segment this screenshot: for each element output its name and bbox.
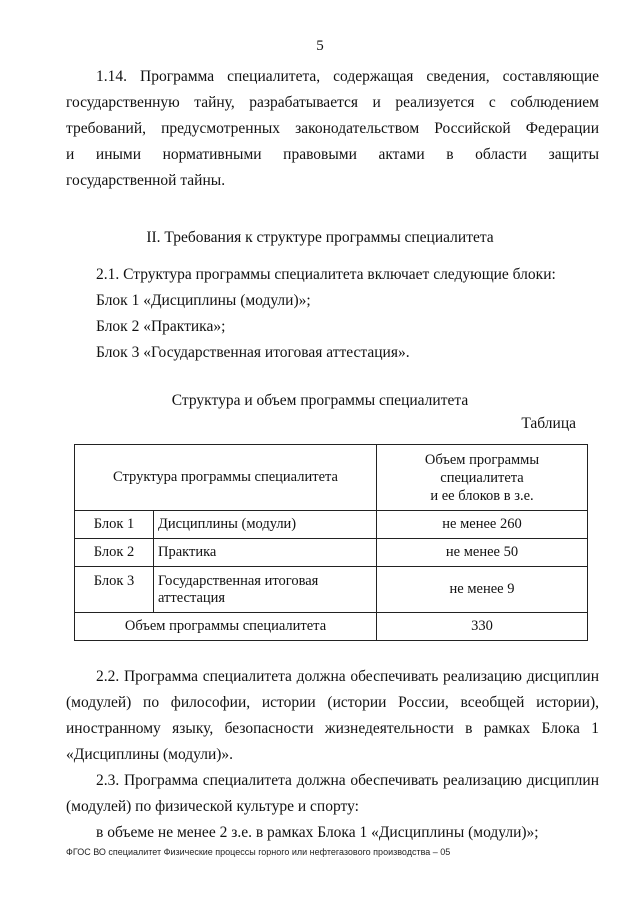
text-line: Блок 1 «Дисциплины (модули)»; xyxy=(96,292,311,309)
text-line: «Дисциплины (модули)». xyxy=(66,746,234,763)
text-line: (модулей) по философии, истории (истории России, всеобщей истории), xyxy=(66,694,599,711)
paragraph-1-14 xyxy=(66,64,599,194)
table-total-row xyxy=(75,613,588,641)
paragraph-2-3 xyxy=(66,768,599,846)
text-line: (модулей) по физической культуре и спорту: xyxy=(66,798,359,815)
row-volume: не менее 260 xyxy=(377,511,588,539)
row-block: Блок 1 xyxy=(75,511,154,539)
header-volume-line: и ее блоков в з.е. xyxy=(430,487,534,504)
row-block: Блок 3 xyxy=(75,567,154,613)
header-volume xyxy=(377,445,588,511)
header-structure: Структура программы специалитета xyxy=(75,445,377,511)
text-line: требований, предусмотренных законодательством Российской Федерации xyxy=(66,120,599,137)
table-row xyxy=(75,539,588,567)
header-volume-line: специалитета xyxy=(440,469,524,486)
text-line: Блок 3 «Государственная итоговая аттестация». xyxy=(96,344,410,361)
table-row xyxy=(75,567,588,613)
text-line: иностранному языку, безопасности жизнедеятельности в рамках Блока 1 xyxy=(66,720,599,737)
table-label: Таблица xyxy=(521,415,576,432)
text-line: Блок 2 «Практика»; xyxy=(96,318,226,335)
structure-table xyxy=(74,444,588,641)
text-line: 2.2. Программа специалитета должна обеспечивать реализацию дисциплин xyxy=(96,668,599,685)
row-name: Дисциплины (модули) xyxy=(154,511,377,539)
table-row xyxy=(75,511,588,539)
total-label: Объем программы специалитета xyxy=(75,613,377,641)
section-heading: II. Требования к структуре программы специалитета xyxy=(146,229,494,246)
row-block: Блок 2 xyxy=(75,539,154,567)
paragraph-2-2 xyxy=(66,664,599,768)
footer-note: ФГОС ВО специалитет Физические процессы горного или нефтегазового производства – 05 xyxy=(66,847,451,857)
text-line: 2.3. Программа специалитета должна обеспечивать реализацию дисциплин xyxy=(96,772,599,789)
table-title: Структура и объем программы специалитета xyxy=(171,392,469,409)
row-volume: не менее 50 xyxy=(377,539,588,567)
text-line: 2.1. Структура программы специалитета включает следующие блоки: xyxy=(96,266,556,283)
page-number: 5 xyxy=(316,38,324,54)
header-volume-line: Объем программы xyxy=(424,451,540,468)
paragraph-2-1 xyxy=(66,262,599,366)
row-name: Практика xyxy=(154,539,377,567)
text-line: 1.14. Программа специалитета, содержащая сведения, составляющие xyxy=(96,68,599,85)
row-name: Государственная итоговая аттестация xyxy=(154,567,377,613)
text-line: и иными нормативными правовыми актами в области защиты xyxy=(66,146,599,163)
text-line: государственной тайны. xyxy=(66,172,226,189)
row-volume: не менее 9 xyxy=(377,567,588,613)
table-header-row xyxy=(75,445,588,511)
text-line: в объеме не менее 2 з.е. в рамках Блока 1 «Дисциплины (модули)»; xyxy=(96,824,539,841)
total-value: 330 xyxy=(377,613,588,641)
text-line: государственную тайну, разрабатывается и реализуется с соблюдением xyxy=(66,94,599,111)
